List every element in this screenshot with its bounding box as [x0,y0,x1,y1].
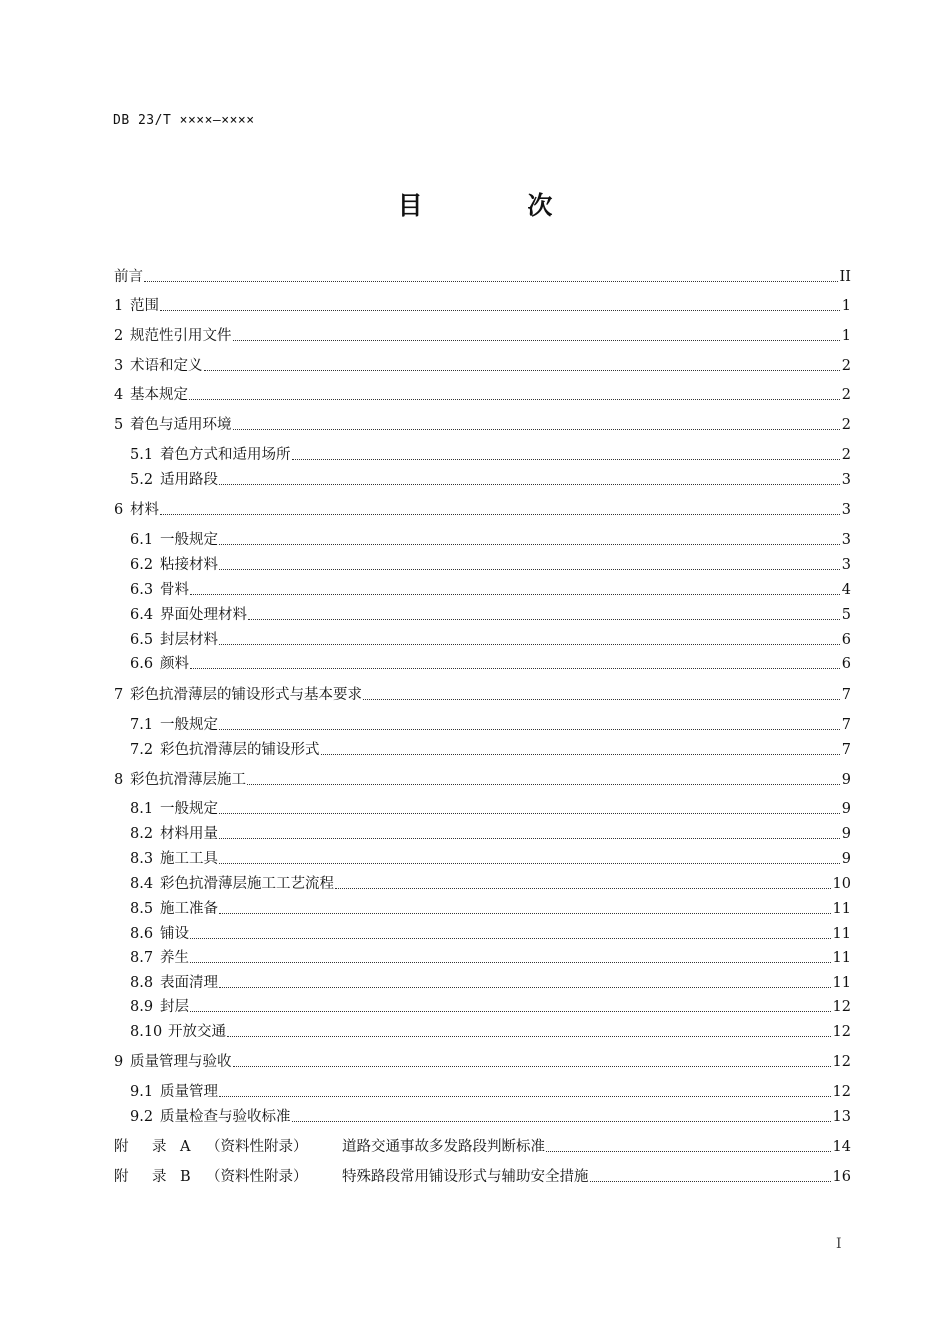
toc-entry-page: 9 [841,851,851,867]
appendix-type: （资料性附录） [206,1169,308,1185]
dot-leader [227,1036,831,1037]
toc-entry-label [130,471,218,489]
toc-entry-number: 9.2 [130,1109,154,1125]
toc-entry-label [114,686,362,704]
toc-entry-title: 施工工具 [160,851,218,867]
toc-entry[interactable] [130,947,851,967]
toc-entry-title: 封层材料 [160,632,218,648]
toc-entry[interactable] [130,629,851,649]
toc-entry-page: 7 [841,742,851,758]
toc-entry-label [130,998,189,1016]
toc-entry[interactable] [130,1081,851,1101]
toc-entry-label [130,655,189,673]
toc-entry-number: 8.4 [130,876,154,892]
toc-entry[interactable] [114,384,851,404]
toc-entry[interactable] [130,1106,851,1126]
appendix-title: 道路交通事故多发路段判断标准 [342,1139,545,1155]
toc-entry-title: 骨料 [160,582,189,598]
toc-entry-number: 6.6 [130,656,154,672]
dot-leader [233,1066,831,1067]
dot-leader [160,310,840,311]
toc-entry-label [114,1053,232,1071]
toc-entry-title: 颜料 [160,656,189,672]
dot-leader [190,962,831,963]
document-code: DB 23/T ××××—×××× [113,113,255,128]
dot-leader [144,281,838,282]
toc-entry-label [114,501,159,519]
toc-entry-label [114,327,232,345]
toc-entry-number: 8.9 [130,999,154,1015]
toc-entry-page: 2 [841,447,851,463]
dot-leader [160,514,840,515]
toc-entry-title: 质量管理 [160,1084,218,1100]
toc-entry-page: 3 [841,472,851,488]
dot-leader [219,913,831,914]
toc-entry-title: 一般规定 [160,532,218,548]
toc-entry-label [114,268,143,286]
toc-entry-title: 一般规定 [160,801,218,817]
toc-entry-page: 7 [841,717,851,733]
dot-leader [248,619,840,620]
toc-entry-title: 粘接材料 [160,557,218,573]
toc-entry-page: 11 [832,901,851,917]
toc-entry[interactable] [130,604,851,624]
toc-entry[interactable] [114,325,851,345]
toc-entry-page: 12 [832,1054,851,1070]
toc-entry-title: 材料 [130,502,159,518]
dot-leader [189,399,840,400]
toc-entry[interactable] [130,529,851,549]
toc-entry-number: 7 [114,687,124,703]
appendix-page: 16 [832,1169,851,1185]
toc-entry-title: 彩色抗滑薄层施工工艺流程 [160,876,334,892]
toc-entry-title: 着色与适用环境 [130,417,232,433]
toc-entry-label [130,1083,218,1101]
dot-leader [204,370,840,371]
toc-entry[interactable] [130,996,851,1016]
toc-entry-page: 9 [841,826,851,842]
appendix-letter: B [180,1169,191,1185]
dot-leader [219,729,840,730]
dot-leader [190,1011,831,1012]
dot-leader [219,1096,831,1097]
toc-entry-title: 养生 [160,950,189,966]
toc-entry-page: 11 [832,975,851,991]
toc-entry-page: 9 [841,772,851,788]
toc-entry-label [130,1108,291,1126]
toc-entry-number: 8.7 [130,950,154,966]
toc-entry[interactable] [130,798,851,818]
toc-entry-label [130,556,218,574]
appendix-prefix: 附 [114,1169,129,1185]
toc-entry-number: 8.3 [130,851,154,867]
toc-entry-number: 5.1 [130,447,154,463]
toc-entry-title: 界面处理材料 [160,607,247,623]
toc-entry-page: 6 [841,656,851,672]
toc-entry-page: 12 [832,999,851,1015]
dot-leader [363,699,840,700]
toc-entry-page: 6 [841,632,851,648]
toc-entry-label [130,716,218,734]
toc-entry-label [114,416,232,434]
toc-entry[interactable] [130,469,851,489]
toc-entry[interactable] [130,1021,851,1041]
toc-entry-label [130,825,218,843]
toc-entry-page: 1 [841,298,851,314]
toc-entry[interactable] [130,972,851,992]
toc-entry-title: 表面清理 [160,975,218,991]
page-number: I [836,1236,842,1252]
toc-entry-page: 1 [841,328,851,344]
toc-entry-label [130,875,334,893]
toc-entry-title: 彩色抗滑薄层的铺设形式与基本要求 [130,687,362,703]
dot-leader [219,987,831,988]
toc-entry-label [130,900,218,918]
toc-entry[interactable] [130,873,851,893]
toc-entry-label [130,446,291,464]
appendix-prefix: 录 [152,1139,167,1155]
toc-entry[interactable] [130,739,851,759]
toc-entry[interactable] [130,714,851,734]
toc-entry-number: 7.1 [130,717,154,733]
toc-entry[interactable] [130,444,851,464]
toc-entry-label [130,741,320,759]
dot-leader [219,863,840,864]
toc-entry-page: 12 [832,1024,851,1040]
toc-entry[interactable] [114,295,851,315]
toc-entry-number: 9 [114,1054,124,1070]
toc-entry-number: 3 [114,358,124,374]
toc-entry[interactable] [114,414,851,434]
toc-entry-title: 封层 [160,999,189,1015]
toc-entry-number: 8.2 [130,826,154,842]
toc-entry-label [130,531,218,549]
dot-leader [233,340,840,341]
toc-entry-label [114,297,159,315]
toc-entry-number: 7.2 [130,742,154,758]
toc-entry[interactable] [114,769,851,789]
toc-entry-page: 11 [832,950,851,966]
toc-entry[interactable] [114,499,851,519]
dot-leader [292,459,840,460]
toc-entry-label [114,771,246,789]
toc-entry-label [130,631,218,649]
toc-entry-number: 2 [114,328,124,344]
toc-entry[interactable] [130,823,851,843]
toc-entry-number: 6.4 [130,607,154,623]
toc-entry-label [114,386,188,404]
toc-entry-number: 5.2 [130,472,154,488]
toc-entry-number: 6.5 [130,632,154,648]
appendix-prefix: 附 [114,1139,129,1155]
toc-entry-page: 3 [841,502,851,518]
toc-entry[interactable] [114,355,851,375]
toc-entry-page: 3 [841,557,851,573]
toc-entry-title: 着色方式和适用场所 [160,447,291,463]
toc-entry-title: 质量检查与验收标准 [160,1109,291,1125]
dot-leader [335,888,831,889]
toc-entry[interactable] [130,898,851,918]
appendix-prefix: 录 [152,1169,167,1185]
toc-entry[interactable] [130,554,851,574]
dot-leader [247,784,840,785]
dot-leader [233,429,840,430]
toc-entry-page: 2 [841,358,851,374]
dot-leader [219,544,840,545]
dot-leader [190,938,831,939]
toc-entry-label [114,357,203,375]
toc-entry[interactable] [114,1051,851,1071]
toc-entry-number: 8.5 [130,901,154,917]
toc-entry-label [130,925,189,943]
toc-entry-label [130,800,218,818]
toc-entry-number: 9.1 [130,1084,154,1100]
toc-entry-title: 质量管理与验收 [130,1054,232,1070]
dot-leader [590,1181,831,1182]
dot-leader [546,1151,831,1152]
toc-entry[interactable] [114,266,851,286]
toc-entry-title: 规范性引用文件 [130,328,232,344]
toc-entry-page: 13 [832,1109,851,1125]
appendix-letter: A [180,1139,191,1155]
appendix-page: 14 [832,1139,851,1155]
toc-entry-label [130,1023,226,1041]
toc-entry-page: 12 [832,1084,851,1100]
appendix-title: 特殊路段常用铺设形式与辅助安全措施 [342,1169,589,1185]
toc-entry-number: 8.1 [130,801,154,817]
toc-entry-number: 6.2 [130,557,154,573]
toc-entry-title: 一般规定 [160,717,218,733]
dot-leader [219,644,840,645]
toc-entry-title: 基本规定 [130,387,188,403]
toc-entry-title: 术语和定义 [130,358,203,374]
toc-entry-page: 5 [841,607,851,623]
toc-entry-title: 开放交通 [168,1024,226,1040]
toc-entry-title: 铺设 [160,926,189,942]
toc-entry-title: 适用路段 [160,472,218,488]
dot-leader [321,754,840,755]
appendix-label [114,1138,545,1156]
toc-entry[interactable] [130,653,851,673]
toc-entry-number: 4 [114,387,124,403]
toc-entry[interactable] [130,848,851,868]
toc-appendix-entry[interactable] [114,1136,851,1156]
toc-entry-number: 6.1 [130,532,154,548]
toc-entry-label [130,850,218,868]
toc-entry-number: 8 [114,772,124,788]
toc-entry-number: 8.8 [130,975,154,991]
toc-entry-page: 11 [832,926,851,942]
toc-entry-label [130,581,189,599]
dot-leader [219,569,840,570]
dot-leader [219,813,840,814]
toc-appendix-entry[interactable] [114,1166,851,1186]
toc-entry-number: 5 [114,417,124,433]
toc-entry-title: 彩色抗滑薄层施工 [130,772,246,788]
page-title: 目 次 [397,191,601,220]
toc-entry-page: 2 [841,387,851,403]
dot-leader [190,668,840,669]
toc-entry-page: 2 [841,417,851,433]
dot-leader [219,838,840,839]
toc-entry-number: 1 [114,298,124,314]
toc-entry-title: 施工准备 [160,901,218,917]
toc-entry-number: 8.10 [130,1024,163,1040]
toc-entry[interactable] [114,684,851,704]
toc-entry-title: 彩色抗滑薄层的铺设形式 [160,742,320,758]
toc-entry[interactable] [130,579,851,599]
toc-entry-title: 范围 [130,298,159,314]
toc-entry-number: 6.3 [130,582,154,598]
toc-entry-label [130,974,218,992]
dot-leader [190,594,840,595]
toc-entry-page: 4 [841,582,851,598]
toc-entry-page: 7 [841,687,851,703]
toc-entry-number: 6 [114,502,124,518]
toc-entry-page: 3 [841,532,851,548]
toc-entry-page: II [839,269,851,285]
toc-entry[interactable] [130,923,851,943]
toc-entry-page: 10 [832,876,851,892]
toc-entry-label [130,949,189,967]
toc-entry-number: 8.6 [130,926,154,942]
toc-entry-label [130,606,247,624]
toc-entry-title: 前言 [114,269,143,285]
appendix-label [114,1168,589,1186]
toc-entry-page: 9 [841,801,851,817]
dot-leader [292,1121,831,1122]
dot-leader [219,484,840,485]
toc-entry-title: 材料用量 [160,826,218,842]
appendix-type: （资料性附录） [206,1139,308,1155]
